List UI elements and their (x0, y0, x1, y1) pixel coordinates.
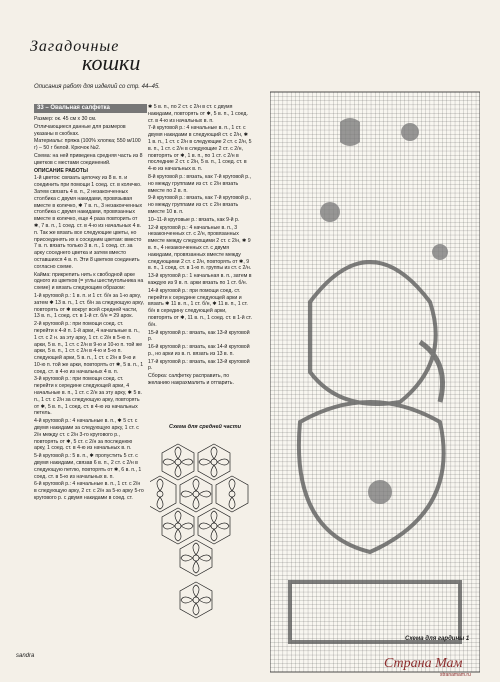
paragraph: 14-й круговой р.: при помощи соед. ст. перейти к середине следующей арки и вязать ✱ 11 в. п., 1 ст. б/н, ✱ 11 в. п., 1 ст. б/н в середину следующей арки, повторять от ✱, 11 в. п., 1 соед. ст. в 1-й ст. б/н. (148, 287, 252, 328)
paragraph: 6-й круговой р.: 4 начальные в. п., 1 ст. с 2/н в следующую арку, 2 ст. с 2/н за 5-ю арку 5-го кругового р. с двумя накидами в соед. ст. (34, 481, 144, 502)
paragraph: 7-й круговой р.: 4 начальные в. п., 1 ст. с двумя накидами в следующий ст. с 2/н, ✱ 1 в. п., 1 ст. с 2/н в следующие 2 ст. с 2/н, 5 в. п., 1 ст. с 2/н в следующие 2 ст. с 2/н, повторять от ✱, 1 в. п., по 1 ст. с 2/н в последние 2 ст. с 2/н, 5 в. п., 1 соед. ст. в 4-ю из начальных в. п. (148, 125, 252, 173)
watermark-url: stranamam.ru (440, 672, 471, 678)
paragraph: 4-й круговой р.: 4 начальные в. п., ✱ 5 ст. с двумя накидами за следующую арку, 1 ст. с 2/н между ст. с 2/н 3-го кругового р., повторять от ✱, 5 ст. с 2/н за последнюю арку, 1 соед. ст. в 4-ю из начальных в. п. (34, 418, 139, 452)
flower-motif (198, 508, 230, 544)
paragraph: 1-й круговой р.: 1 в. п. и 1 ст. б/н за 1-ю арку, затем ✱ 13 в. п., 1 ст. б/н за следующую арку, повторять от ✱ вокруг всей средней части, 13 в. п., 1 соед. ст. в 1-й ст. б/н = 29 арок. (34, 292, 144, 320)
filet-crochet-chart (270, 52, 480, 682)
paragraph: Сборка: салфетку расправить, по желанию накрахмалить и отпарить. (148, 373, 234, 387)
flower-motif (198, 444, 230, 480)
paragraph: Кайма: прикрепить нить к свободной арке одного из цветков (= углы шестиугольника на схеме) и вязать следующим образом: (34, 271, 144, 292)
title-line-1: Загадочные (30, 38, 120, 55)
scheme-text: Схема: на ней приведена средняя часть из 8 цветков с местами соединений. (34, 152, 143, 166)
text-column-2 (148, 104, 252, 439)
flower-motif (162, 444, 194, 480)
paragraph: 1-й цветок: связать цепочку из 8 в. п. и соединить при помощи 1 соед. ст. в колечко. Затем связать 4 в. п., 2 незаконченных столбика с двумя накидами, провязывая вместе в колечко, ✱ 7 в. п., 3 незаконченных столбика с двумя накидами, провязанных вместе в колечко, еще 4 раза повторить от ✱, 7 в. п., 1 соед. ст. в 4-ю из начальных 4 в. п. Так же вязать все следующие цветы, но присоединять их к соседним цветам: вместо 7 в. п. вязать только 3 в. п., 1 соед. ст. за арку соседнего цветка и затем вместо оставшихся 4 в. п. Эти 8 цветков соединить согласно схеме. (34, 175, 143, 270)
paragraph: 16-й круговой р.: вязать, как 14-й круговой р., но арки из в. п. вязать из 13 в. п. (148, 344, 250, 357)
paragraph: 12-й круговой р.: 4 начальные в. п., 3 незаконченных ст. с 2/н, провязанных вместе между следующими 2 ст. с 2/н, ✱ 9 в. п., 4 незаконченных ст. с двумя накидами, провязанных вместе между следующими 2 ст. с 2/н, повторять от ✱, 9 в. п., 1 соед. ст. в 1-ю п. группы из ст. с 2/н. (148, 224, 252, 272)
flower-scheme-title: Схема для средней части (169, 424, 241, 430)
paragraph: 3-й круговой р.: при помощи соед. ст. перейти к середине следующей арки, 4 начальные в. п., 1 ст. с 2/н за эту арку, ✱ 5 в. п., 1 ст. с 2/н за следующую арку, повторять от ✱, 5 в. п., 1 соед. ст. в 4-ю из начальных петель. (34, 376, 142, 417)
description-heading: ОПИСАНИЕ РАБОТЫ (34, 167, 88, 174)
flower-motif (180, 540, 212, 576)
title-line-2: кошки (82, 50, 141, 75)
section-label: 33 – Овальная салфетка (34, 104, 147, 113)
flower-scheme-diagram (150, 440, 250, 650)
flower-motif (180, 582, 212, 618)
flower-motif (216, 476, 248, 512)
chart-caption: Схема для гардины 1 (405, 636, 470, 642)
paragraph: 8-й круговой р.: вязать, как 7-й круговой р., но между группами из ст. с 2/н вязать вместе по 2 в. п. (148, 173, 252, 194)
paragraph: 2-й круговой р.: при помощи соед. ст. перейти к 4-й п. 1-й арки, 4 начальные в. п., 1 ст. с 2 н. за эту арку, 1 ст. с 2/н в 5-ю п. арки, 5 в. п., 1 ст. с 2/н в 9-ю и 10-ю п. той же арки, 5 в. п., 1 ст. с 2/н в 4-ю и 5-ю п. следующей арки, 5 в. п., 1 ст. с 2/н в 9-ю и 10-ю п. той же арки, повторять от ✱, 5 в. п., 1 соед. ст. в 4-ю из начальных 4 в. п. (34, 321, 144, 375)
text-column-1 (34, 116, 144, 656)
size-text: Размер: ок. 45 см х 30 см. (34, 116, 97, 122)
footer-brand: sandra (16, 653, 35, 659)
note-text: Отличающиеся данные для размеров указаны в скобках. (34, 123, 126, 137)
page-subtitle: Описания работ для изделий со стр. 44–45. (34, 84, 160, 90)
paragraph: 17-й круговой р.: вязать, как 13-й круговой р. (148, 358, 250, 372)
watermark: Страна Мам (384, 656, 463, 671)
paragraph: ✱ 5 в. п., по 2 ст. с 2/н в ст. с двумя накидами, повторять от ✱, 5 в. п., 1 соед. ст. в 4-ю из начальных в. п. (148, 104, 248, 124)
paragraph: 10–11-й круговые р.: вязать, как 9-й р. (148, 216, 240, 223)
page-header (30, 38, 230, 76)
paragraph: 15-й круговой р.: вязать, как 13-й круговой р. (148, 329, 250, 343)
flower-motif (150, 476, 176, 512)
paragraph: 13-й круговой р.: 1 начальная в. п., затем в каждую из 9 в. п. арки вязать по 1 ст. б/н. (148, 273, 252, 286)
flower-motif (180, 476, 212, 512)
paragraph: 5-й круговой р.: 5 в. п., ✱ пропустить 5 ст. с двумя накидами, связав 6 в. п., 2 ст. с 2/н в следующую петлю, повторять от ✱, 6 в. п., 1 соед. ст. в 5-ю из начальных в. п. (34, 453, 142, 480)
paragraph: 9-й круговой р.: вязать, как 7-й круговой р., но между группами из ст. с 2/н вязать вместе 10 в. п. (148, 195, 252, 215)
materials-text: Материалы: пряжа (100% хлопка; 550 м/100 г) – 50 г белой. Крючок №2. (34, 138, 141, 152)
flower-motif (162, 508, 194, 544)
